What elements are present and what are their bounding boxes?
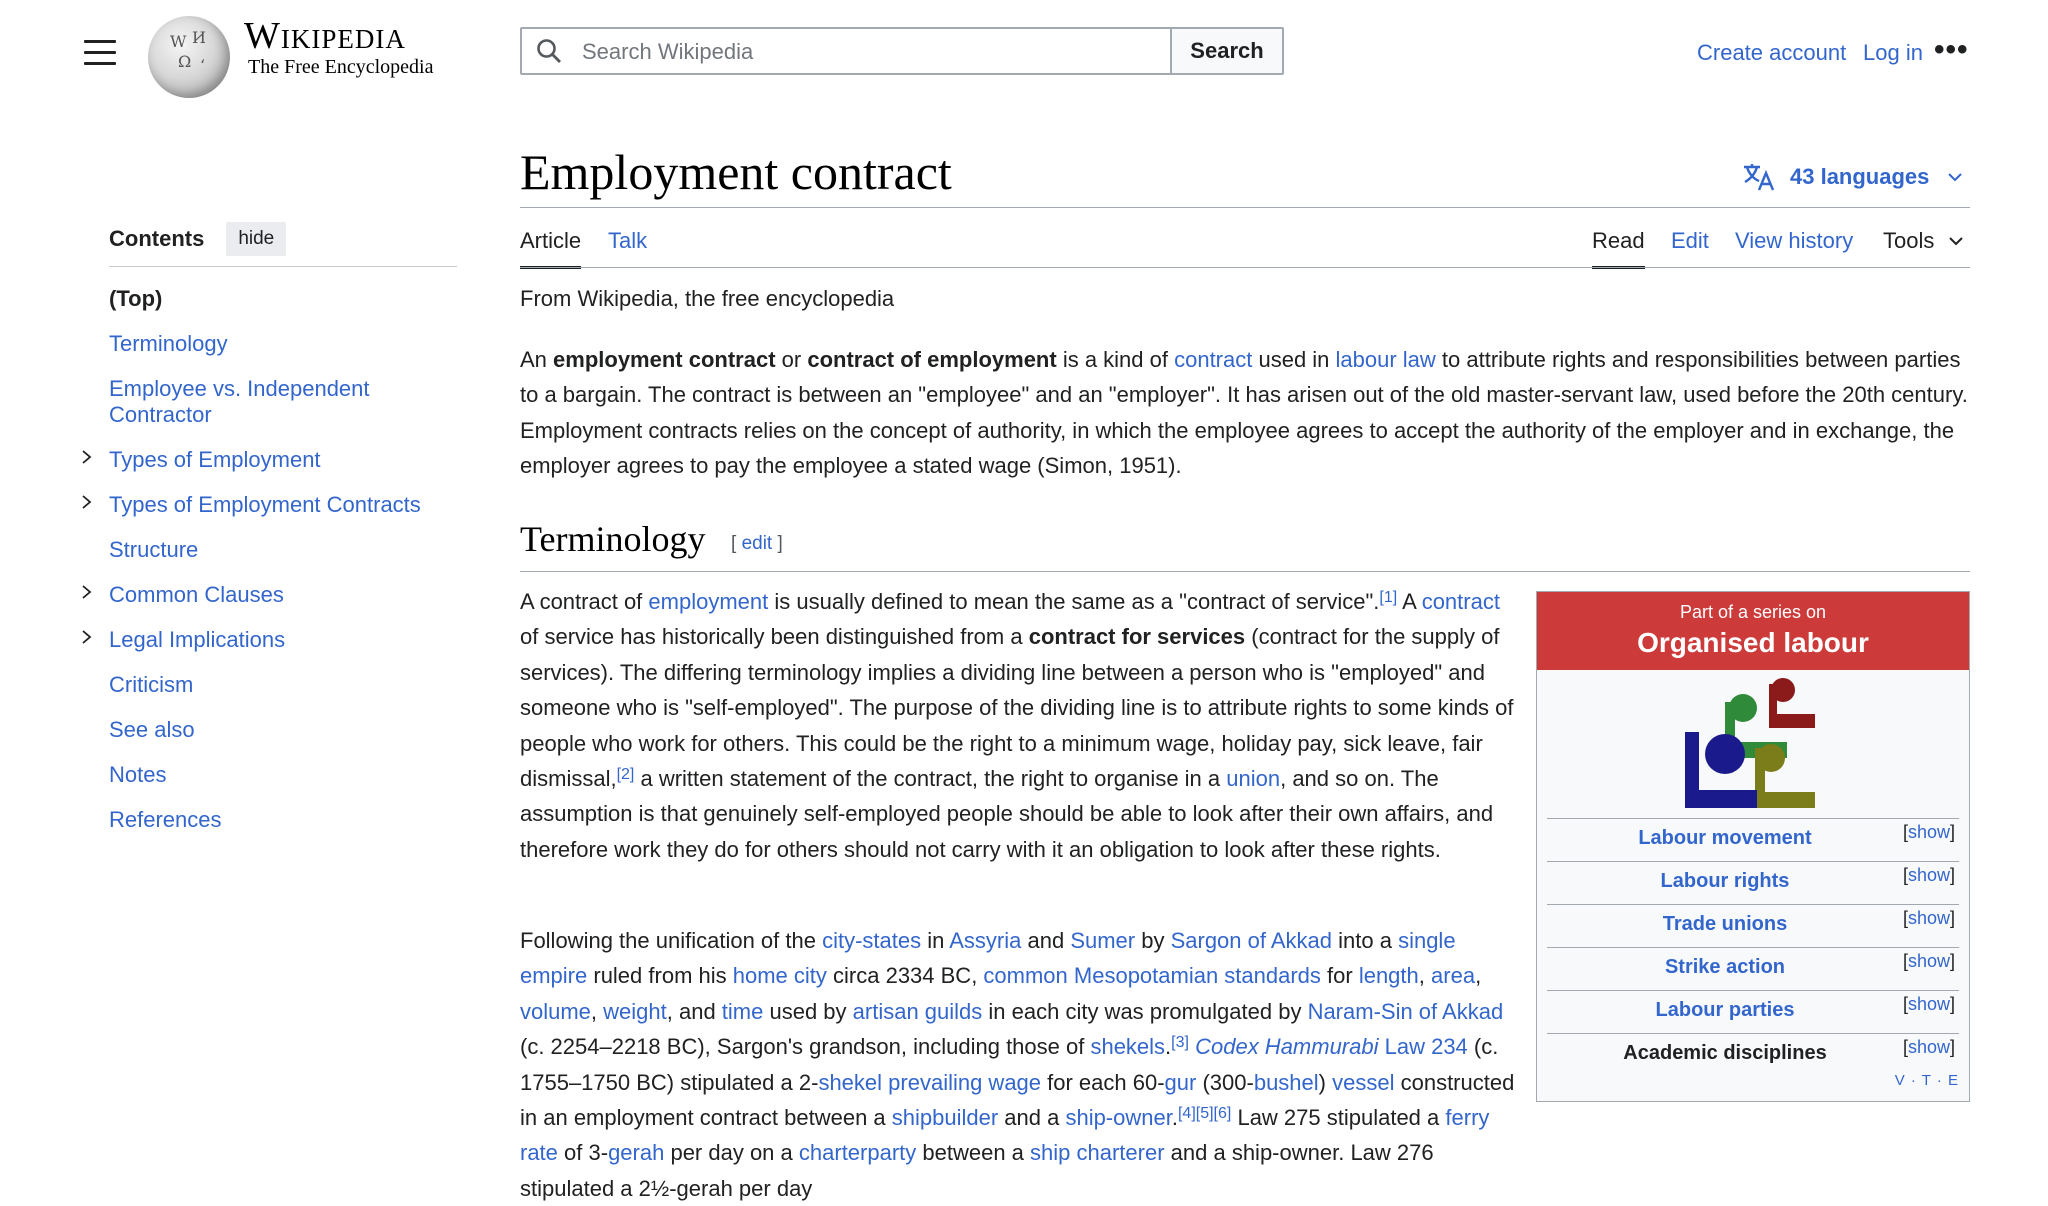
- link-volume[interactable]: volume: [520, 998, 591, 1024]
- toc-item-label: Legal Implications: [109, 627, 286, 652]
- link-codex-hammurabi[interactable]: Codex Hammurabi Law 234: [1195, 1034, 1468, 1060]
- sidebar-infobox: [1536, 591, 1970, 1102]
- show-toggle[interactable]: show: [1907, 908, 1950, 928]
- toc-item-label: Types of Employment: [109, 447, 321, 472]
- chevron-right-icon[interactable]: [79, 449, 95, 465]
- link-shipbuilder[interactable]: shipbuilder: [891, 1105, 999, 1131]
- wikipedia-globe-logo[interactable]: W И Ω ʻ: [148, 16, 230, 98]
- infobox-row-label[interactable]: Strike action: [1664, 956, 1786, 978]
- more-options-icon[interactable]: •••: [1934, 33, 1969, 66]
- tab-talk[interactable]: Talk: [608, 228, 648, 253]
- section-heading-terminology: Terminology: [520, 519, 706, 559]
- section-divider: [520, 571, 1970, 572]
- search-input[interactable]: [580, 35, 1154, 69]
- tab-view-history[interactable]: View history: [1735, 228, 1854, 253]
- languages-button[interactable]: [1742, 162, 1963, 192]
- citation-4-5-6[interactable]: [4][5][6]: [1177, 1105, 1232, 1123]
- search-field[interactable]: [520, 27, 1172, 75]
- toc-item-employee-vs-contractor[interactable]: Employee vs. Independent Contractor: [109, 376, 370, 427]
- link-weight[interactable]: weight: [603, 998, 667, 1024]
- link-area[interactable]: area: [1431, 963, 1476, 989]
- tools-label: Tools: [1883, 228, 1935, 253]
- tabs-divider: [520, 267, 1970, 268]
- language-icon: [1742, 162, 1776, 192]
- toc-item-types-of-contracts[interactable]: [109, 492, 457, 518]
- link-vessel[interactable]: vessel: [1332, 1069, 1395, 1095]
- link-length[interactable]: length: [1358, 963, 1419, 989]
- log-in-link[interactable]: Log in: [1863, 40, 1923, 65]
- show-toggle[interactable]: show: [1907, 822, 1950, 842]
- infobox-header: [1537, 592, 1969, 670]
- search-button[interactable]: Search: [1170, 27, 1284, 75]
- search-icon: [536, 38, 562, 64]
- table-of-contents: [109, 222, 457, 833]
- terminology-paragraph-1: A contract of employment is usually defined to mean the same as a "contract of service".[1] A contract of service has historically been distinguished from a contract for services (contract for the supply of services). The differing terminology implies a dividing line between a person who is "employed" and someone who is "self-employed". The purpose of the dividing line is to attribute rights to some kinds of people who work for others. This could be the right to a minimum wage, holiday pay, sick leave, fair dismissal,[2] a written statement of the contract, the right to organise in a union, and so on. The assumption is that genuinely self-employed people should be able to look after their own affairs, and therefore work they do for others should not carry with it an obligation to look after these rights.: [520, 589, 1514, 862]
- infobox-row-strike-action: Strike action [show]: [1547, 947, 1959, 990]
- link-gur[interactable]: gur: [1164, 1069, 1197, 1095]
- logo-subtitle: The Free Encyclopedia: [248, 56, 434, 78]
- terminology-paragraph-2: Following the unification of the city-states in Assyria and Sumer by Sargon of Akkad into a single empire ruled from his home city circa 2334 BC, common Mesopotamian standards for length, area, volume, weight, and time used by artisan guilds in each city was promulgated by Naram-Sin of Akkad (c. 2254–2218 BC), Sargon's grandson, including those of shekels.[3] Codex Hammurabi Law 234 (c. 1755–1750 BC) stipulated a 2-shekel prevailing wage for each 60-gur (300-bushel) vessel constructed in an employment contract between a shipbuilder and a ship-owner.[4][5][6] Law 275 stipulated a ferry rate of 3-gerah per day on a charterparty between a ship charterer and a ship-owner. Law 276 stipulated a 2½-gerah per day: [520, 928, 1515, 1201]
- link-home-city[interactable]: home city: [732, 963, 827, 989]
- infobox-row-labour-rights: Labour rights [show]: [1547, 861, 1959, 904]
- intro-paragraph: An employment contract or contract of employment is a kind of contract used in labour law to attribute rights and responsibilities between parties to a bargain. The contract is between an "employee" and an "employer". It has arisen out of the old master-servant law, used before the 20th century. Employment contracts relies on the concept of authority, in which the employee agrees to accept the authority of the employer and in exchange, the employer agrees to pay the employee a stated wage (Simon, 1951).: [520, 347, 1968, 479]
- toc-hide-button[interactable]: hide: [226, 222, 286, 256]
- create-account-link[interactable]: Create account: [1697, 40, 1847, 65]
- citation-2[interactable]: [2]: [616, 766, 635, 784]
- tab-edit[interactable]: Edit: [1671, 228, 1709, 253]
- link-sargon[interactable]: Sargon of Akkad: [1170, 928, 1333, 953]
- wikipedia-wordmark[interactable]: [244, 16, 433, 79]
- link-time[interactable]: time: [721, 998, 764, 1024]
- infobox-row-label[interactable]: Labour movement: [1638, 827, 1812, 849]
- link-union[interactable]: union: [1226, 766, 1281, 792]
- title-divider: [520, 207, 1970, 208]
- toc-item-references[interactable]: References: [109, 807, 222, 832]
- infobox-row-academic-disciplines: Academic disciplines [show]: [1547, 1033, 1959, 1076]
- logo-title: Wikipedia: [244, 15, 406, 57]
- section-edit: [ edit ]: [731, 533, 783, 554]
- chevron-right-icon[interactable]: [79, 629, 95, 645]
- toc-item-legal-implications[interactable]: [109, 627, 457, 653]
- link-shekels[interactable]: shekels: [1090, 1034, 1166, 1060]
- tab-read[interactable]: Read: [1592, 228, 1645, 269]
- infobox-row-label[interactable]: Labour rights: [1660, 870, 1790, 892]
- link-city-states[interactable]: city-states: [822, 928, 922, 953]
- chevron-down-icon: [1947, 169, 1963, 185]
- toc-item-terminology[interactable]: Terminology: [109, 331, 228, 356]
- infobox-row-labour-movement: Labour movement [show]: [1547, 818, 1959, 861]
- tab-tools[interactable]: [1883, 228, 1964, 266]
- show-toggle[interactable]: show: [1907, 994, 1950, 1014]
- toc-item-label: Types of Employment Contracts: [109, 492, 421, 517]
- navbox-vte-links[interactable]: V · T · E: [1894, 1072, 1959, 1089]
- show-toggle[interactable]: show: [1907, 865, 1950, 885]
- link-ferry-rate[interactable]: ferry rate: [520, 1105, 1490, 1166]
- tab-article[interactable]: Article: [520, 228, 581, 269]
- link-gerah[interactable]: gerah: [608, 1140, 665, 1166]
- link-sumer[interactable]: Sumer: [1070, 928, 1136, 953]
- infobox-row-label: Academic disciplines: [1623, 1042, 1827, 1064]
- toc-item-structure[interactable]: Structure: [109, 537, 199, 562]
- toc-title: Contents: [109, 226, 205, 251]
- organised-labour-logo[interactable]: [1685, 676, 1825, 808]
- infobox-row-label[interactable]: Labour parties: [1655, 999, 1795, 1021]
- link-mesopotamian-standards[interactable]: common Mesopotamian standards: [983, 963, 1321, 989]
- link-shekel[interactable]: shekel: [818, 1069, 883, 1095]
- page-title: Employment contract: [520, 144, 952, 200]
- site-tagline: From Wikipedia, the free encyclopedia: [520, 286, 895, 311]
- toc-item-label: Common Clauses: [109, 582, 284, 607]
- link-naram-sin[interactable]: Naram-Sin of Akkad: [1307, 998, 1504, 1024]
- toc-item-top[interactable]: (Top): [109, 286, 163, 311]
- main-menu-icon[interactable]: [84, 40, 116, 66]
- infobox-pretitle: Part of a series on: [1679, 602, 1827, 622]
- chevron-right-icon[interactable]: [79, 494, 95, 510]
- link-artisan-guilds[interactable]: artisan guilds: [852, 998, 983, 1024]
- link-single-empire[interactable]: single empire: [520, 928, 1456, 989]
- toc-item-types-of-employment[interactable]: [109, 447, 457, 473]
- link-ship-owner[interactable]: ship-owner: [1065, 1105, 1172, 1131]
- citation-3[interactable]: [3]: [1171, 1034, 1189, 1052]
- link-employment[interactable]: employment: [648, 589, 769, 614]
- toc-item-see-also[interactable]: See also: [109, 717, 195, 742]
- toc-item-criticism[interactable]: Criticism: [109, 672, 194, 697]
- link-bushel[interactable]: bushel: [1253, 1069, 1319, 1095]
- chevron-right-icon[interactable]: [79, 584, 95, 600]
- link-assyria[interactable]: Assyria: [949, 928, 1022, 953]
- infobox-title[interactable]: Organised labour: [1637, 627, 1869, 658]
- link-prevailing-wage[interactable]: prevailing wage: [888, 1069, 1042, 1095]
- toc-item-notes[interactable]: Notes: [109, 762, 167, 787]
- link-contract-2[interactable]: contract: [1421, 589, 1500, 614]
- infobox-row-labour-parties: Labour parties [show]: [1547, 990, 1959, 1033]
- section-edit-link[interactable]: edit: [741, 533, 773, 554]
- citation-1[interactable]: [1]: [1379, 589, 1398, 606]
- link-charterparty[interactable]: charterparty: [798, 1140, 917, 1166]
- link-ship-charterer[interactable]: ship charterer: [1030, 1140, 1165, 1166]
- link-labour-law[interactable]: labour law: [1335, 347, 1436, 372]
- languages-label: 43 languages: [1790, 164, 1930, 189]
- chevron-down-icon: [1948, 233, 1964, 249]
- show-toggle[interactable]: show: [1907, 951, 1950, 971]
- link-contract[interactable]: contract: [1174, 347, 1253, 372]
- show-toggle[interactable]: show: [1907, 1037, 1950, 1057]
- infobox-row-label[interactable]: Trade unions: [1662, 913, 1788, 935]
- infobox-row-trade-unions: Trade unions [show]: [1547, 904, 1959, 947]
- toc-item-common-clauses[interactable]: [109, 582, 457, 608]
